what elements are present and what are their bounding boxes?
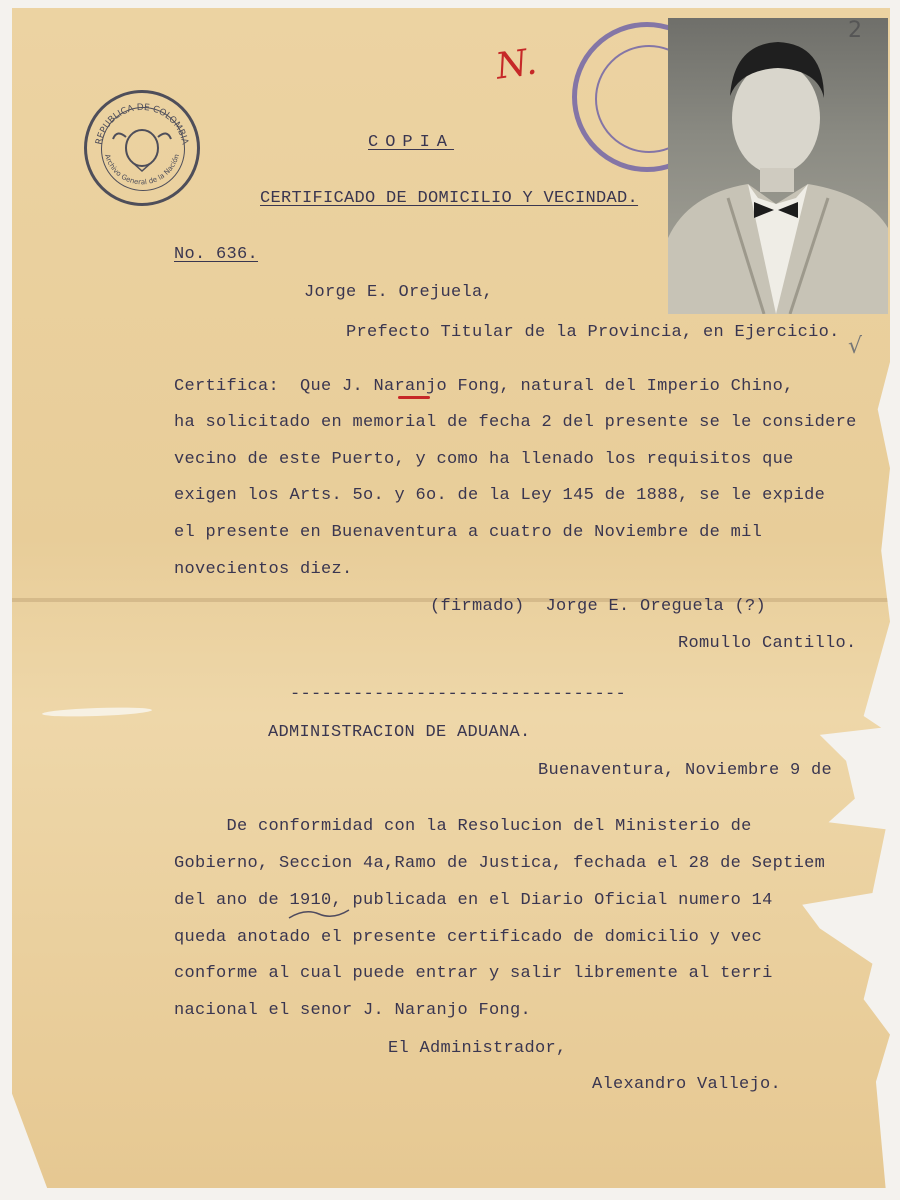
paper-tear [42, 706, 152, 718]
handwritten-mark [285, 900, 355, 926]
document-subtitle: CERTIFICADO DE DOMICILIO Y VECINDAD. [260, 189, 639, 208]
svg-text:REPUBLICA DE COLOMBIA [94, 103, 189, 147]
red-underline-mark [398, 396, 430, 399]
svg-text:Archivo General de la Nación [103, 153, 181, 186]
portrait-photo [668, 18, 888, 314]
customs-line: del ano de 1910, publicada en el Diario Oficial numero 14 [174, 891, 773, 910]
seal-text-top: REPUBLICA DE COLOMBIA [94, 102, 190, 146]
customs-line: conforme al cual puede entrar y salir libremente al terri [174, 964, 773, 983]
customs-closing: El Administrador, [388, 1039, 567, 1058]
signed-line: (firmado) Jorge E. Oreguela (?) [430, 597, 767, 616]
customs-line: De conformidad con la Resolucion del Ministerio de [174, 817, 752, 836]
certificate-line: novecientos diez. [174, 560, 353, 579]
customs-heading: ADMINISTRACION DE ADUANA. [268, 723, 531, 742]
certificate-line: ha solicitado en memorial de fecha 2 del presente se le considere [174, 413, 857, 432]
portrait-figure [668, 18, 888, 314]
official-name: Jorge E. Orejuela, [304, 283, 494, 302]
customs-dateline: Buenaventura, Noviembre 9 de [538, 761, 833, 780]
certificate-number: No. 636. [174, 245, 259, 264]
archive-seal [84, 90, 200, 206]
seal-emblem-icon [87, 93, 197, 203]
customs-line: Gobierno, Seccion 4a,Ramo de Justica, fechada el 28 de Septiem [174, 854, 826, 873]
margin-tick: √ [848, 334, 863, 359]
second-signer: Romullo Cantillo. [678, 634, 857, 653]
document-title: COPIA [368, 133, 455, 152]
certificate-line: Certifica: Que J. Naranjo Fong, natural del Imperio Chino, [174, 377, 794, 396]
customs-line: nacional el senor J. Naranjo Fong. [174, 1001, 532, 1020]
seal-text-bottom: Archivo General de la Nación [102, 153, 182, 187]
customs-signer: Alexandro Vallejo. [592, 1075, 782, 1094]
certificate-line: vecino de este Puerto, y como ha llenado los requisitos que [174, 450, 794, 469]
red-annotation: N. [493, 41, 540, 88]
customs-line: queda anotado el presente certificado de domicilio y vec [174, 928, 763, 947]
page-number: 2 [848, 18, 862, 43]
section-divider: -------------------------------- [290, 685, 627, 704]
certificate-line: exigen los Arts. 5o. y 6o. de la Ley 145 de 1888, se le expide [174, 486, 826, 505]
certificate-line: el presente en Buenaventura a cuatro de Noviembre de mil [174, 523, 763, 542]
official-title: Prefecto Titular de la Provincia, en Ejercicio. [346, 323, 840, 342]
